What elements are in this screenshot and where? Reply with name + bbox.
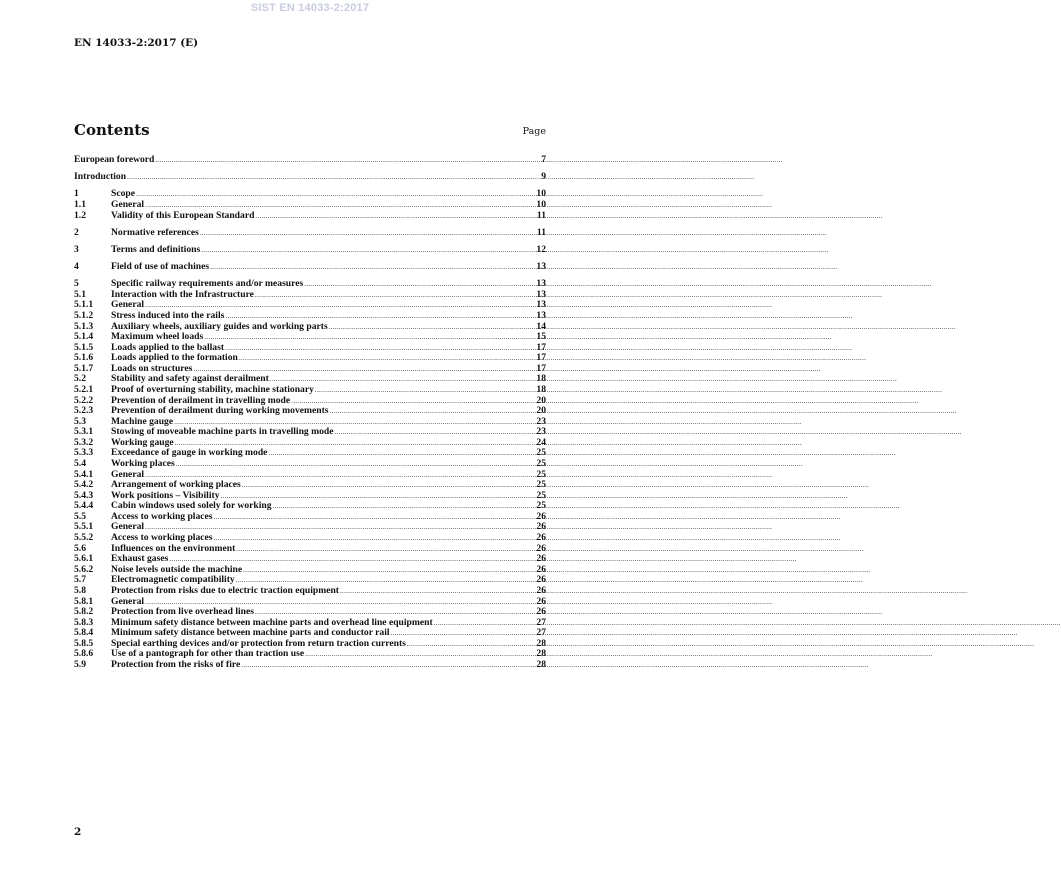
toc-entry-number: 5.8.6 (74, 648, 94, 660)
toc-entry-title: General (111, 521, 145, 533)
toc-entry-number: 5.4 (74, 458, 86, 470)
toc-entry-page: 18 (536, 373, 546, 385)
toc-entry-page: 13 (536, 299, 546, 311)
toc-entry-title: Interaction with the Infrastructure (111, 288, 254, 300)
toc-entry-page: 10 (536, 198, 546, 210)
toc-entry-title: General (111, 198, 145, 210)
toc-dot-leader (210, 262, 535, 273)
toc-entry-number: 5.3 (74, 415, 86, 427)
toc-entry-number: 5.2.3 (74, 405, 94, 417)
toc-entry-page: 14 (536, 320, 546, 332)
toc-entry-title: Working places (111, 458, 175, 470)
toc-entry-page: 26 (536, 542, 546, 554)
toc-dot-leader (255, 290, 535, 301)
toc-entry-number: 5.3.3 (74, 447, 94, 459)
toc-entry-page: 13 (536, 309, 546, 321)
toc-entry-title: Protection from risks due to electric traction equipment (111, 584, 339, 596)
toc-dot-leader (268, 448, 535, 459)
toc-entry-number: 4 (74, 261, 79, 273)
toc-entry-number: 1.2 (74, 209, 86, 221)
toc-entry-title: Cabin windows used solely for working (111, 500, 272, 512)
toc-entry-number: 5 (74, 278, 79, 290)
toc-entry-number: 5.1.4 (74, 331, 94, 343)
toc-entry-title: Minimum safety distance between machine parts and overhead line equipment (111, 616, 433, 628)
toc-entry-number: 5.4.3 (74, 489, 94, 501)
toc-entry-page: 13 (536, 288, 546, 300)
toc-dot-leader (214, 533, 536, 544)
toc-dot-leader (305, 649, 535, 660)
toc-entry-number: 5.1.3 (74, 320, 94, 332)
toc-entry-number: 5.6 (74, 542, 86, 554)
toc-dot-leader (407, 639, 536, 650)
toc-entry-page: 24 (536, 436, 546, 448)
toc-entry-number: 5.3.1 (74, 426, 94, 438)
toc-entry[interactable] (74, 311, 546, 322)
toc-dot-leader (204, 332, 535, 343)
toc-dot-leader (255, 211, 536, 222)
toc-entry-number: 5.6.2 (74, 563, 94, 575)
toc-entry-title: Use of a pantograph for other than traction use (111, 648, 305, 660)
toc-entry-title: Validity of this European Standard (111, 209, 255, 221)
toc-dot-leader (335, 427, 536, 438)
toc-entry[interactable] (74, 660, 546, 671)
toc-entry-title: Maximum wheel loads (111, 331, 204, 343)
toc-entry-page: 17 (536, 362, 546, 374)
toc-entry-title: Prevention of derailment during working movements (111, 405, 329, 417)
toc-entry[interactable] (74, 586, 546, 597)
toc-entry-page: 7 (541, 154, 546, 165)
toc-entry-number: 5.1.7 (74, 362, 94, 374)
toc-dot-leader (201, 245, 535, 256)
toc-entry-number: 5.8.5 (74, 637, 94, 649)
toc-entry-number: 5.5.2 (74, 532, 94, 544)
toc-entry[interactable] (74, 290, 546, 301)
toc-entry-number: 5.4.4 (74, 500, 94, 512)
toc-entry[interactable] (74, 228, 546, 239)
toc-entry-page: 26 (536, 574, 546, 586)
toc-entry-title: Normative references (111, 226, 199, 238)
toc-entry[interactable] (74, 189, 546, 200)
toc-entry-title: Scope (111, 188, 135, 200)
toc-entry-title: Prevention of derailment in travelling mode (111, 394, 291, 406)
toc-entry-page: 25 (536, 468, 546, 480)
toc-entry-page: 26 (536, 553, 546, 565)
toc-entry-title: Access to working places (111, 510, 213, 522)
toc-dot-leader (315, 385, 536, 396)
toc-entry[interactable] (74, 385, 546, 396)
toc-entry-number: 5.8.4 (74, 627, 94, 639)
toc-entry-page: 17 (536, 352, 546, 364)
toc-entry-title: Special earthing devices and/or protection from return traction currents (111, 637, 406, 649)
toc-entry-page: 23 (536, 415, 546, 427)
toc-entry-title: Protection from the risks of fire (111, 659, 241, 670)
toc-dot-leader (329, 322, 536, 333)
toc-entry-title: Introduction (74, 171, 127, 183)
toc-entry-title: Machine gauge (111, 415, 174, 427)
toc-entry-page: 25 (536, 479, 546, 491)
toc-entry-number: 2 (74, 226, 79, 238)
toc-entry[interactable] (74, 172, 546, 183)
toc-dot-leader (340, 586, 535, 597)
toc-dot-leader (242, 480, 536, 491)
toc-entry[interactable] (74, 200, 546, 211)
toc-entry-title: Exhaust gases (111, 553, 169, 565)
toc-dot-leader (236, 544, 535, 555)
toc-dot-leader (434, 618, 536, 629)
toc-entry-page: 26 (536, 595, 546, 607)
toc-entry-title: Proof of overturning stability, machine stationary (111, 383, 314, 395)
toc-entry-number: 5.8.2 (74, 606, 94, 618)
toc-entry-page: 23 (536, 426, 546, 438)
table-of-contents (74, 155, 546, 671)
toc-entry-title: Terms and definitions (111, 243, 201, 255)
toc-dot-leader (273, 501, 536, 512)
toc-entry-number: 5.5.1 (74, 521, 94, 533)
toc-entry-page: 26 (536, 510, 546, 522)
toc-entry-number: 5.7 (74, 574, 86, 586)
document-id: EN 14033-2:2017 (E) (74, 37, 199, 49)
toc-entry-page: 18 (536, 383, 546, 395)
toc-dot-leader (241, 660, 535, 671)
toc-entry-number: 5.9 (74, 659, 86, 670)
toc-entry-title: Loads applied to the formation (111, 352, 238, 364)
toc-entry-page: 27 (536, 627, 546, 639)
toc-dot-leader (304, 279, 535, 290)
toc-entry-page: 13 (536, 278, 546, 290)
toc-entry-title: Electromagnetic compatibility (111, 574, 235, 586)
toc-dot-leader (330, 406, 536, 417)
toc-entry-title: Auxiliary wheels, auxiliary guides and working parts (111, 320, 328, 332)
toc-entry-title: General (111, 299, 145, 311)
toc-dot-leader (200, 228, 536, 239)
toc-entry[interactable] (74, 155, 546, 166)
toc-entry[interactable] (74, 245, 546, 256)
toc-entry-title: Stowing of moveable machine parts in travelling mode (111, 426, 334, 438)
toc-entry-page: 26 (536, 606, 546, 618)
toc-dot-leader (214, 512, 536, 523)
toc-entry-number: 5.1.6 (74, 352, 94, 364)
toc-entry-page: 26 (536, 521, 546, 533)
toc-dot-leader (243, 565, 535, 576)
toc-entry-title: Arrangement of working places (111, 479, 241, 491)
toc-dot-leader (127, 172, 540, 183)
toc-entry-number: 5.4.1 (74, 468, 94, 480)
toc-dot-leader (391, 628, 536, 639)
page-column-label: Page (522, 126, 546, 137)
toc-dot-leader (145, 200, 535, 211)
toc-entry-page: 26 (536, 563, 546, 575)
toc-entry-number: 5.1.5 (74, 341, 94, 353)
toc-entry-title: General (111, 468, 145, 480)
toc-dot-leader (225, 311, 535, 322)
toc-entry-page: 27 (536, 616, 546, 628)
toc-entry-number: 1.1 (74, 198, 86, 210)
toc-entry[interactable] (74, 512, 546, 523)
toc-entry-number: 1 (74, 188, 79, 200)
toc-entry-page: 26 (536, 584, 546, 596)
toc-dot-leader (136, 189, 535, 200)
toc-entry-page: 26 (536, 532, 546, 544)
toc-entry-title: Stability and safety against derailment (111, 373, 269, 385)
toc-entry-page: 17 (536, 341, 546, 353)
toc-entry-page: 12 (536, 243, 546, 255)
toc-entry-number: 5.2.2 (74, 394, 94, 406)
toc-entry-page: 28 (536, 648, 546, 660)
toc-entry-number: 5.3.2 (74, 436, 94, 448)
toc-entry-title: European foreword (74, 154, 155, 165)
toc-entry-title: Protection from live overhead lines (111, 606, 254, 618)
toc-entry-page: 25 (536, 447, 546, 459)
toc-entry-title: Working gauge (111, 436, 174, 448)
toc-entry-page: 11 (536, 209, 546, 221)
toc-entry-page: 20 (536, 405, 546, 417)
toc-entry-number: 5.8.1 (74, 595, 94, 607)
toc-entry-number: 5.1 (74, 288, 86, 300)
toc-entry-title: Loads applied to the ballast (111, 341, 225, 353)
toc-entry-title: Noise levels outside the machine (111, 563, 243, 575)
toc-dot-leader (239, 353, 536, 364)
toc-entry-number: 5.8 (74, 584, 86, 596)
watermark-text: SIST EN 14033-2:2017 (250, 2, 370, 14)
toc-entry-page: 11 (536, 226, 546, 238)
toc-entry-title: Access to working places (111, 532, 213, 544)
toc-entry-title: Exceedance of gauge in working mode (111, 447, 268, 459)
toc-entry-page: 10 (536, 188, 546, 200)
toc-entry[interactable] (74, 211, 546, 222)
toc-entry-number: 5.5 (74, 510, 86, 522)
toc-dot-leader (155, 155, 540, 166)
toc-entry-title: Specific railway requirements and/or measures (111, 278, 304, 290)
toc-entry-page: 28 (536, 659, 546, 670)
toc-entry-page: 25 (536, 489, 546, 501)
toc-entry-title: Field of use of machines (111, 261, 210, 273)
toc-entry-title: Loads on structures (111, 362, 193, 374)
toc-entry-title: General (111, 595, 145, 607)
toc-entry-title: Work positions – Visibility (111, 489, 220, 501)
toc-entry-number: 5.1.1 (74, 299, 94, 311)
toc-entry-title: Minimum safety distance between machine parts and conductor rail (111, 627, 390, 639)
toc-entry-page: 28 (536, 637, 546, 649)
toc-entry-page: 9 (541, 171, 546, 183)
toc-entry-number: 5.4.2 (74, 479, 94, 491)
toc-entry-title: Stress induced into the rails (111, 309, 225, 321)
toc-dot-leader (225, 343, 535, 354)
toc-entry-page: 20 (536, 394, 546, 406)
toc-entry[interactable] (74, 459, 546, 470)
toc-entry-page: 25 (536, 458, 546, 470)
toc-entry-page: 13 (536, 261, 546, 273)
toc-entry[interactable] (74, 262, 546, 273)
toc-entry-number: 5.8.3 (74, 616, 94, 628)
toc-entry-number: 5.6.1 (74, 553, 94, 565)
contents-title: Contents (74, 121, 150, 139)
toc-entry-page: 25 (536, 500, 546, 512)
toc-entry-number: 5.1.2 (74, 309, 94, 321)
toc-entry-page: 15 (536, 331, 546, 343)
page-number: 2 (74, 826, 82, 838)
toc-entry-number: 3 (74, 243, 79, 255)
toc-entry-title: Influences on the environment (111, 542, 236, 554)
toc-entry-number: 5.2.1 (74, 383, 94, 395)
toc-dot-leader (176, 459, 536, 470)
toc-entry-number: 5.2 (74, 373, 86, 385)
